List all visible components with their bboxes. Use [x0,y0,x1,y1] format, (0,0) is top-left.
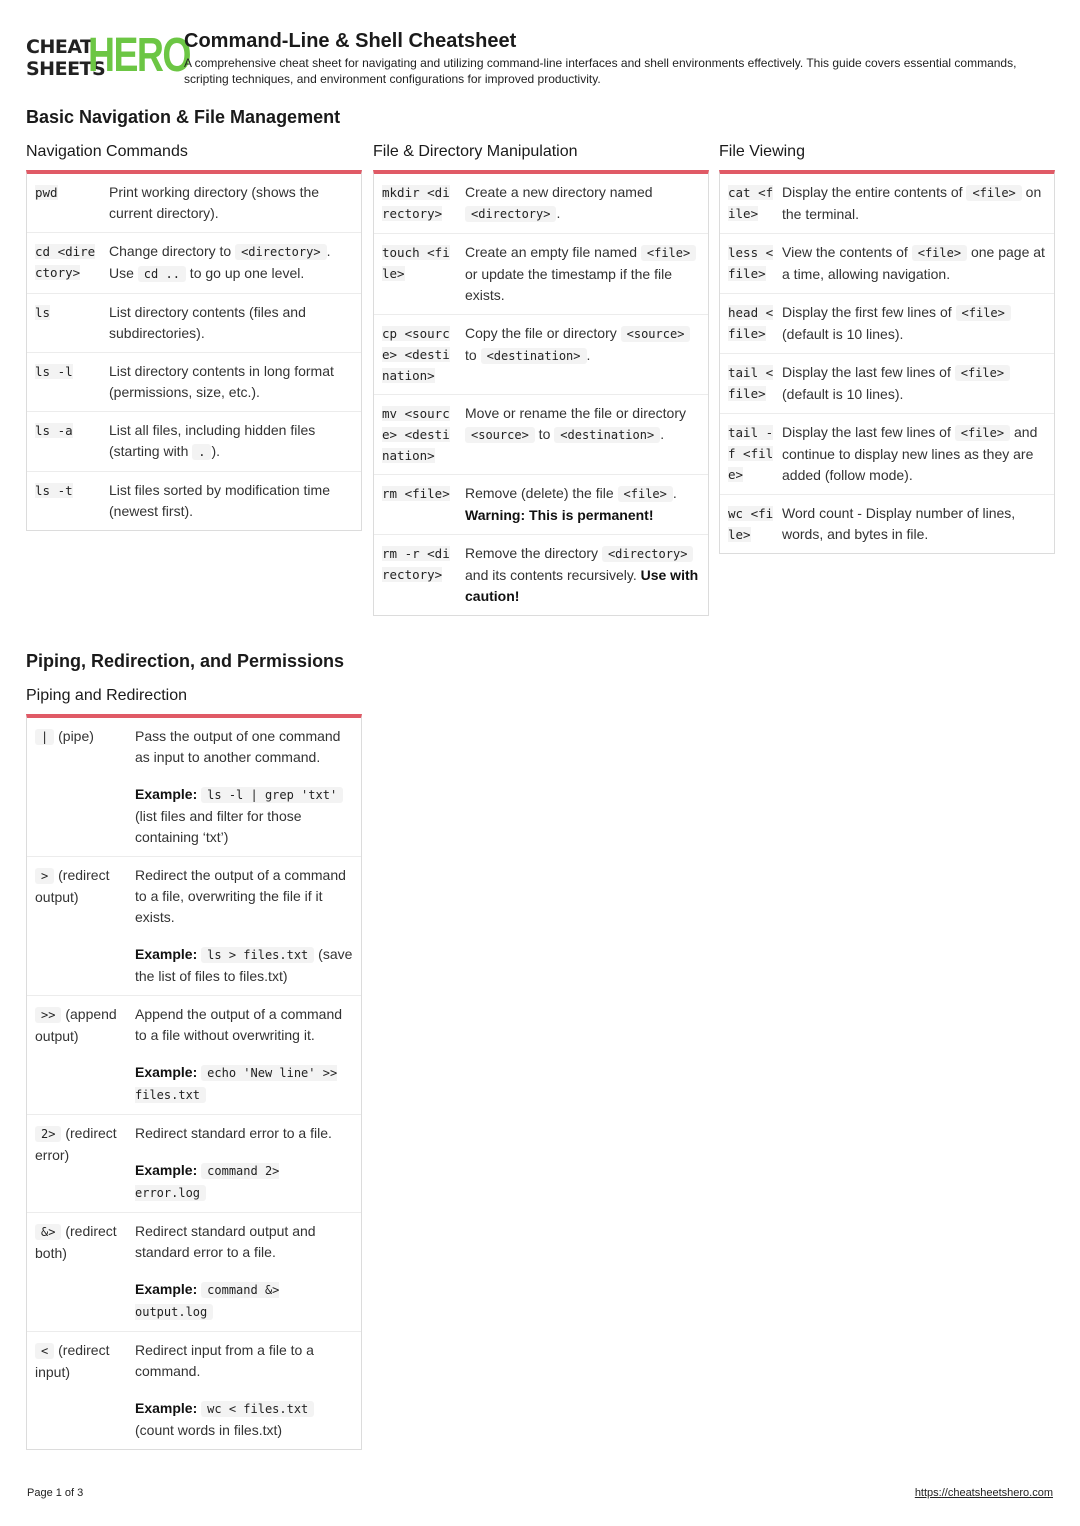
command-code: rm <file> [382,486,450,501]
table-row [27,174,361,232]
command-description: Display the last few lines of <file> and continue to display new lines as they are added (follow mode). [782,424,1038,483]
table-row [720,174,1054,233]
block-title: File & Directory Manipulation [373,143,578,160]
operator-description: Append the output of a command to a file without overwriting it. Example: echo 'New line' >> files.txt [135,1006,343,1102]
command-code: touch <file> [382,245,450,281]
table-row [374,534,708,615]
site-link[interactable]: https://cheatsheetshero.com [914,1487,1053,1499]
file-manipulation-block [373,142,709,616]
operator-code: 2> [35,1126,61,1142]
logo-hero: HERO [88,29,190,82]
operator-description: Redirect input from a file to a command. Example: wc < files.txt (count words in files.txt) [135,1342,314,1438]
page-description: A comprehensive cheat sheet for navigating and utilizing command-line interfaces and shell environments effectively. This guide covers essential commands, scripting techniques, and environment configurations for improved productivity. [184,56,1017,86]
manipulation-table [373,170,709,616]
command-description: Print working directory (shows the current directory). [109,184,320,221]
command-code: rm -r <directory> [382,546,450,582]
table-row: | (pipe) Pass the output of one command as input to another command. Example: ls -l | grep 'txt' (list files and filter for those containing ‘txt’) [27,718,361,856]
command-description: Display the entire contents of <file> on the terminal. [782,184,1042,222]
block-title: File Viewing [719,143,805,160]
operator-code: < [35,1343,54,1359]
warning-text: Warning: This is permanent! [465,507,654,523]
table-row [374,314,708,394]
viewing-table [719,170,1055,554]
command-description: Remove (delete) the file <file> . Warning: This is permanent! [465,485,677,523]
operator-code: | [35,729,54,745]
table-row: 2> (redirect error) Redirect standard error to a file. Example: command 2> error.log [27,1114,361,1212]
table-row [720,494,1054,553]
table-row [27,232,361,293]
operator-description: Redirect standard error to a file. Example: command 2> error.log [135,1125,332,1200]
table-row [720,293,1054,353]
command-code: cd <directory> [35,244,96,280]
table-row [374,474,708,534]
section-title-basic: Basic Navigation & File Management [26,107,341,127]
table-row [27,293,361,352]
command-code: ls -t [35,483,73,498]
table-row: >> (append output) Append the output of a command to a file without overwriting it. Example: echo 'New line' >> files.txt [27,995,361,1114]
logo-sheets: SHEETS [26,58,106,80]
command-code: mkdir <directory> [382,185,450,221]
warning-text: Use with caution! [465,567,699,604]
command-code: ls -a [35,423,73,438]
table-row: > (redirect output) Redirect the output of a command to a file, overwriting the file if it exists. Example: ls > files.txt (save the list of files to files.txt) [27,856,361,995]
table-row [720,353,1054,413]
command-description: Create a new directory named <directory> . [465,184,653,221]
command-description: Word count - Display number of lines, words, and bytes in file. [782,505,1016,542]
table-row [374,174,708,233]
command-description: Display the first few lines of <file> (default is 10 lines). [782,302,1046,345]
command-description: List directory contents (files and subdirectories). [109,304,306,341]
command-code: head <file> [728,305,774,341]
command-description: Create an empty file named <file> or update the timestamp if the file exists. [465,242,700,306]
table-row [27,471,361,530]
table-row: &> (redirect both) Redirect standard output and standard error to a file. Example: command &> output.log [27,1212,361,1331]
command-code: cp <source> <destination> [382,326,450,383]
command-description: Copy the file or directory <source> to <destination> . [465,323,700,386]
operator-description: Redirect the output of a command to a file, overwriting the file if it exists. Example: ls > files.txt (save the list of files to files.txt) [135,867,353,984]
command-code: pwd [35,185,58,200]
command-code: wc <file> [728,506,774,542]
page-number: Page 1 of 3 [27,1487,84,1499]
operator-description: Redirect standard output and standard error to a file. Example: command &> output.log [135,1223,316,1319]
command-code: ls -l [35,364,73,379]
navigation-table [26,170,362,531]
command-description: Display the last few lines of <file> (default is 10 lines). [782,362,1046,405]
navigation-commands-block [26,142,362,531]
command-code: ls [35,305,51,320]
command-code: cat <file> [728,185,774,221]
operator-code: >> [35,1007,61,1023]
command-description: List directory contents in long format (permissions, size, etc.). [109,363,334,400]
piping-table [26,714,362,1450]
table-row [27,352,361,411]
command-description: View the contents of <file> one page at a time, allowing navigation. [782,244,1045,282]
page-title: Command-Line & Shell Cheatsheet [184,30,517,52]
file-viewing-block [719,142,1055,554]
logo[interactable] [26,29,190,84]
operator-code: &> [35,1224,61,1240]
command-code: tail <file> [728,365,774,401]
operator-description: Pass the output of one command as input to another command. Example: ls -l | grep 'txt' (list files and filter for those containing ‘txt’) [135,726,353,848]
logo-cheat: CHEAT [26,36,93,58]
command-code: mv <source> <destination> [382,406,450,463]
block-title: Navigation Commands [26,143,188,160]
header [26,30,1056,100]
section-title-piping: Piping, Redirection, and Permissions [26,651,345,671]
command-description: Move or rename the file or directory <source> to <destination> . [465,405,686,442]
table-row: < (redirect input) Redirect input from a file to a command. Example: wc < files.txt (count words in files.txt) [27,1331,361,1449]
table-row [374,394,708,474]
command-code: less <file> [728,245,774,281]
command-description: List all files, including hidden files (starting with . ). [109,422,316,459]
block-title: Piping and Redirection [26,687,187,704]
table-row [374,233,708,314]
command-description: Change directory to <directory> . Use cd .. to go up one level. [109,243,331,281]
operator-code: > [35,868,54,884]
command-code: tail -f <file> [728,425,774,482]
table-row [27,411,361,471]
table-row [720,233,1054,293]
table-row [720,413,1054,494]
piping-redirection-block [26,686,362,1450]
command-description: List files sorted by modification time (newest first). [109,482,330,519]
command-description: Remove the directory <directory> and its contents recursively. Use with caution! [465,545,699,604]
